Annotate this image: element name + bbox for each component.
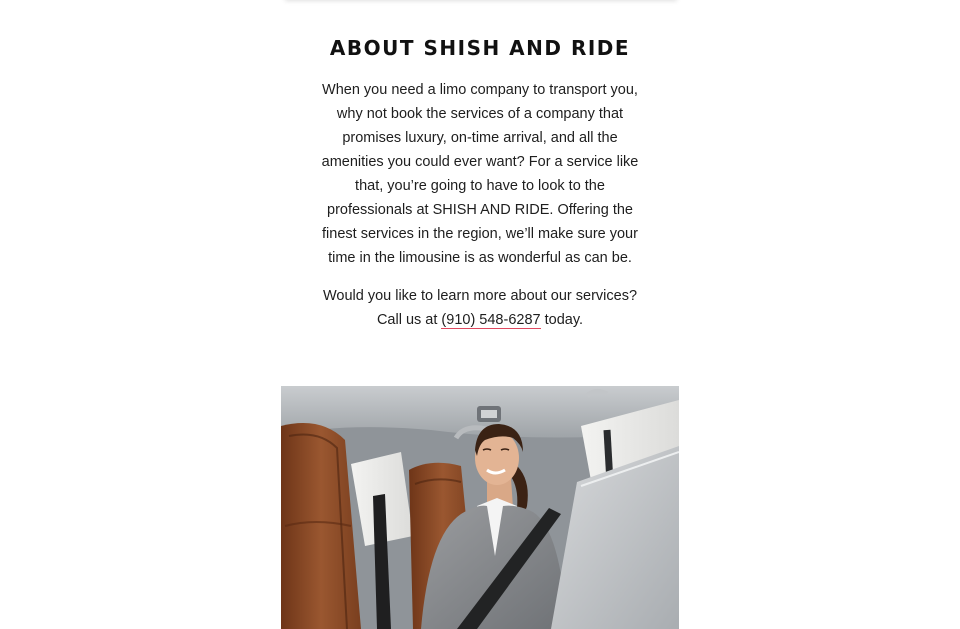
about-cta-paragraph — [316, 284, 644, 332]
about-intro-paragraph: When you need a limo company to transport you, why not book the services of a company that promises luxury, on-time arrival, and all the amenities you could ever want? For a service like that, you’re going to have to look to the professionals at SHISH AND RIDE. Offering the finest services in the region, we’ll make sure your time in the limousine is as wonderful as can be. — [321, 82, 639, 266]
cta-suffix: today. — [544, 312, 584, 328]
section-title: ABOUT SHISH AND RIDE — [329, 36, 631, 60]
phone-link[interactable]: (910) 548-6287 — [441, 312, 541, 328]
woman-in-car-photo — [281, 386, 679, 629]
cta-prefix: Would you like to learn more about our services? Call us at — [322, 288, 638, 328]
